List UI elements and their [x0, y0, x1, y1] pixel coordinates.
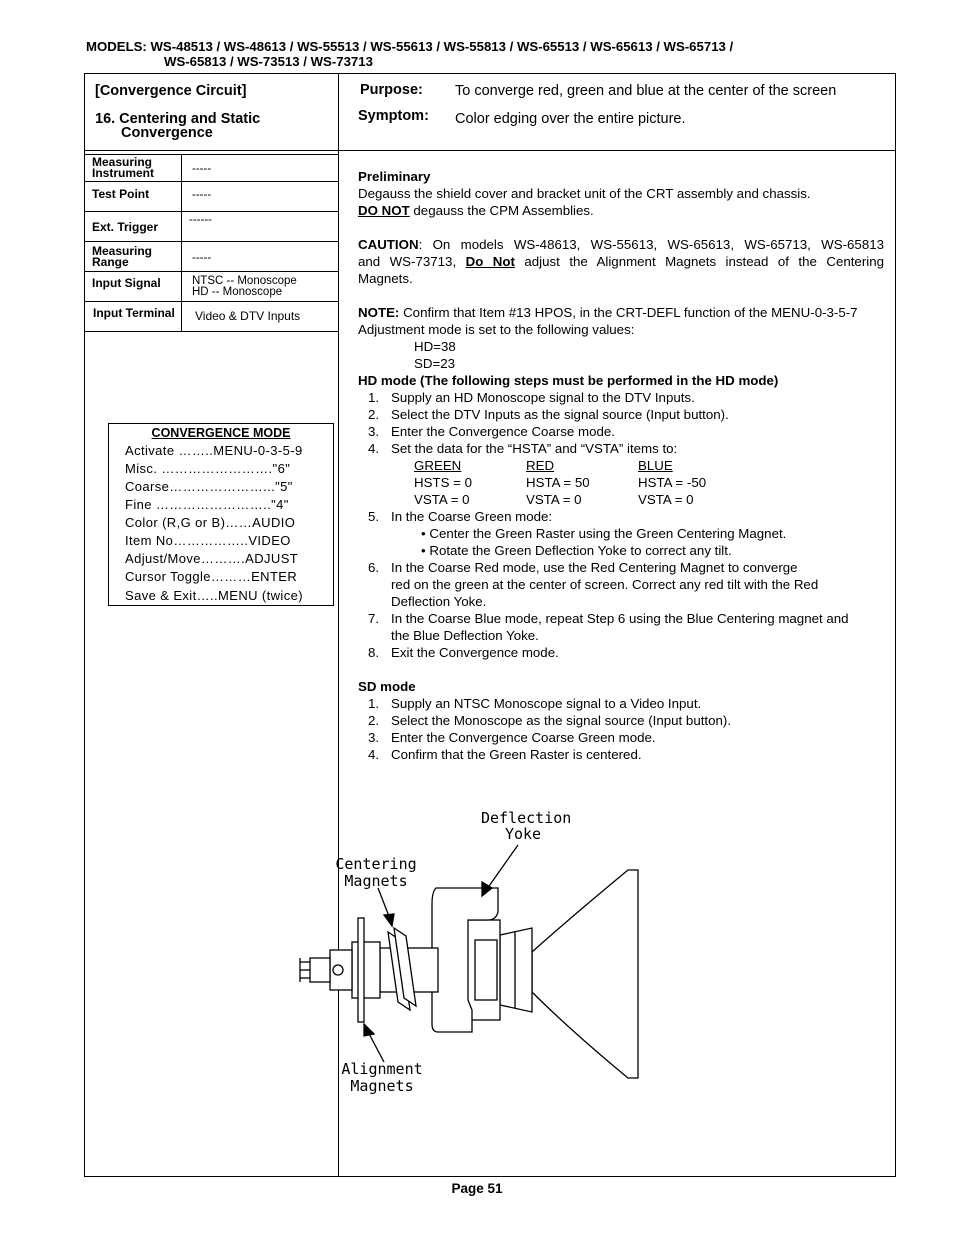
caution-text-1: : On models WS-48613, WS-55613, WS-65613, WS-65713, WS-65813 [418, 237, 884, 252]
measuring-instrument-value: ----- [192, 163, 212, 175]
spec-rule [84, 181, 338, 182]
conv-row-coarse: Coarse…………………..."5" [125, 479, 293, 494]
input-signal-label: Input Signal [92, 276, 161, 290]
sd-step-1 [358, 695, 884, 712]
step-number: 5. [368, 509, 380, 524]
preliminary-title: Preliminary [358, 169, 431, 184]
hd-step-5 [358, 508, 884, 525]
hsta-vsta-table [358, 457, 884, 508]
step-number: 2. [368, 407, 380, 422]
caution-text-2a: and WS-73713, [358, 254, 466, 269]
measuring-range-l2: Range [92, 255, 129, 269]
preliminary-line-1: Degauss the shield cover and bracket unit of the CRT assembly and chassis. [358, 186, 811, 201]
red-hsta: HSTA = 50 [526, 475, 590, 490]
input-terminal-value: Video & DTV Inputs [195, 309, 301, 323]
measuring-range-value: ----- [192, 252, 212, 264]
step-text: Select the DTV Inputs as the signal source (Input button). [391, 407, 729, 422]
input-signal-value [192, 276, 297, 298]
label-alignment-magnets [338, 1061, 426, 1095]
step-number: 3. [368, 424, 380, 439]
step-number: 1. [368, 390, 380, 405]
conv-row-misc: Misc. ……………………."6" [125, 461, 291, 476]
hd-step-5a: • Center the Green Raster using the Green Centering Magnet. [421, 526, 787, 541]
test-point-value: ----- [192, 189, 212, 201]
conv-row-fine: Fine …………………….."4" [125, 497, 289, 512]
step-number: 8. [368, 645, 380, 660]
sd-step-4 [358, 746, 884, 763]
deflection-line-2: Yoke [504, 825, 542, 843]
models-line-2: WS-65813 / WS-73513 / WS-73713 [164, 54, 373, 69]
col-blue: BLUE [638, 458, 673, 473]
preliminary-line-2 [358, 202, 884, 219]
models-header [86, 39, 906, 69]
circuit-title: [Convergence Circuit] [95, 83, 247, 99]
step-text: Enter the Convergence Coarse mode. [391, 424, 615, 439]
step-text: Confirm that the Green Raster is centered. [391, 747, 642, 762]
preliminary-line-2-rest: degauss the CPM Assemblies. [409, 203, 594, 218]
note-line-2: Adjustment mode is set to the following values: [358, 322, 635, 337]
hd-step-3 [358, 423, 884, 440]
hd-steps [358, 389, 884, 661]
caution-text-2b: adjust the Alignment Magnets instead of the Centering [514, 254, 884, 269]
step-text: Supply an HD Monoscope signal to the DTV Inputs. [391, 390, 695, 405]
hd-step-6 [358, 559, 884, 610]
conv-row-color: Color (R,G or B)……AUDIO [125, 515, 296, 530]
blue-hsta: HSTA = -50 [638, 475, 707, 490]
step-text: Select the Monoscope as the signal source (Input button). [391, 713, 732, 728]
measuring-instrument-l2: Instrument [92, 166, 155, 180]
spec-rule [84, 271, 338, 272]
hd-step-7 [358, 610, 884, 644]
alignment-line-1: Alignment [341, 1060, 423, 1078]
hd-step-5b: • Rotate the Green Deflection Yoke to correct any tilt. [421, 543, 732, 558]
note-label: NOTE: [358, 305, 400, 320]
step-number: 4. [368, 441, 380, 456]
purpose-text: To converge red, green and blue at the center of the screen [455, 83, 837, 99]
caution-do-not: Do Not [465, 254, 515, 269]
conv-row-activate: Activate ……..MENU-0-3-5-9 [125, 443, 303, 458]
models-line-1: MODELS: WS-48513 / WS-48613 / WS-55513 / WS-55613 / WS-55813 / WS-65513 / WS-65613 / WS-65713 / [86, 39, 734, 54]
step-title-line-2: Convergence [121, 125, 213, 141]
input-signal-hd: HD -- Monoscope [192, 286, 283, 298]
step-text: Exit the Convergence mode. [391, 645, 559, 660]
note-sd: SD=23 [414, 356, 456, 371]
green-hsts: HSTS = 0 [414, 475, 473, 490]
sd-step-2 [358, 712, 884, 729]
conv-row-cursor: Cursor Toggle………ENTER [125, 569, 298, 584]
col-red: RED [526, 458, 555, 473]
step-text: In the Coarse Red mode, use the Red Centering Magnet to converge [391, 560, 798, 575]
ext-trigger-value: ------ [189, 214, 212, 226]
crt-neck-diagram [270, 800, 670, 1100]
caution-line-2 [358, 253, 884, 270]
conv-row-adjust: Adjust/Move……….ADJUST [125, 551, 299, 566]
note-hd: HD=38 [414, 339, 456, 354]
centering-line-1: Centering [335, 855, 417, 873]
convergence-mode-box [108, 423, 334, 606]
ext-trigger-label: Ext. Trigger [92, 220, 159, 234]
step-text: In the Coarse Blue mode, repeat Step 6 using the Blue Centering magnet and [391, 611, 849, 626]
page-number: Page 51 [451, 1181, 503, 1196]
alignment-line-2: Magnets [350, 1077, 414, 1095]
step-text: Enter the Convergence Coarse Green mode. [391, 730, 656, 745]
step-text: red on the green at the center of screen. Correct any red tilt with the Red [391, 577, 819, 592]
green-vsta: VSTA = 0 [414, 492, 470, 507]
step-number: 1. [368, 696, 380, 711]
convergence-mode-title: CONVERGENCE MODE [151, 426, 291, 440]
label-deflection-yoke [481, 809, 572, 843]
spec-rule [84, 301, 338, 302]
sd-step-3 [358, 729, 884, 746]
caution-label: CAUTION [358, 237, 419, 252]
step-number: 2. [368, 713, 380, 728]
measuring-range-l1: Measuring [92, 244, 153, 258]
step-text: Deflection Yoke. [391, 594, 487, 609]
deflection-line-1: Deflection [481, 809, 572, 827]
caution-line-1 [358, 236, 884, 253]
hd-step-8 [358, 644, 884, 661]
col-green: GREEN [414, 458, 462, 473]
step-text: Set the data for the “HSTA” and “VSTA” items to: [391, 441, 678, 456]
input-terminal-label: Input Terminal [93, 306, 175, 320]
step-text: In the Coarse Green mode: [391, 509, 553, 524]
label-centering-magnets [333, 856, 419, 890]
measuring-instrument-l1: Measuring [92, 155, 153, 169]
measuring-range-label [92, 246, 152, 268]
hd-step-1 [358, 389, 884, 406]
hd-step-4 [358, 440, 884, 457]
title-block-divider [84, 150, 896, 151]
spec-bottom-rule [84, 331, 338, 332]
red-vsta: VSTA = 0 [526, 492, 582, 507]
symptom-label: Symptom: [358, 108, 429, 124]
step-text: Supply an NTSC Monoscope signal to a Video Input. [391, 696, 702, 711]
hd-step-2 [358, 406, 884, 423]
blue-vsta: VSTA = 0 [638, 492, 694, 507]
do-not-emphasis: DO NOT [358, 203, 410, 218]
note-text-1: Confirm that Item #13 HPOS, in the CRT-DEFL function of the MENU-0-3-5-7 [399, 305, 858, 320]
input-signal-ntsc: NTSC -- Monoscope [192, 275, 297, 287]
note-line-1 [358, 304, 884, 321]
test-point-label: Test Point [92, 187, 150, 201]
conv-row-save-exit: Save & Exit…..MENU (twice) [125, 588, 303, 603]
step-number: 4. [368, 747, 380, 762]
step-number: 6. [368, 560, 380, 575]
conv-row-item-no: Item No……………..VIDEO [125, 533, 291, 548]
step-text: the Blue Deflection Yoke. [391, 628, 539, 643]
centering-line-2: Magnets [344, 872, 408, 890]
procedure-content [358, 168, 884, 763]
sd-mode-title: SD mode [358, 679, 416, 694]
purpose-label: Purpose: [360, 82, 423, 98]
symptom-text: Color edging over the entire picture. [455, 111, 686, 127]
step-title-line-1: 16. Centering and Static [95, 111, 261, 127]
spec-rule [84, 211, 338, 212]
measuring-instrument-label [92, 157, 154, 179]
spec-rule [84, 241, 338, 242]
caution-line-3: Magnets. [358, 271, 413, 286]
hd-mode-title: HD mode (The following steps must be performed in the HD mode) [358, 373, 779, 388]
step-number: 3. [368, 730, 380, 745]
step-number: 7. [368, 611, 380, 626]
